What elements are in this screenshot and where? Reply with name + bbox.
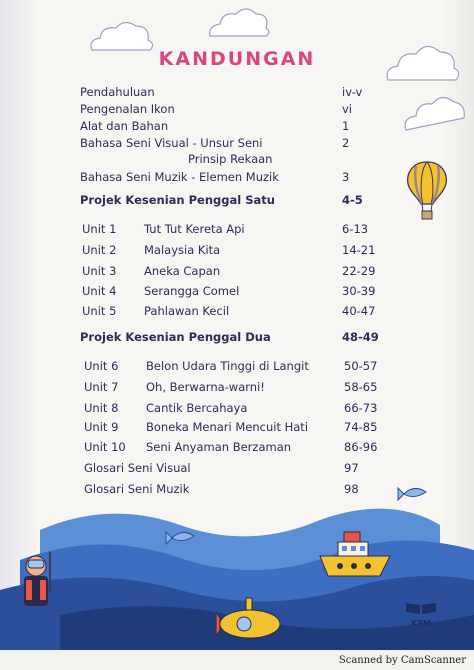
- toc-label: Glosari Seni Visual: [84, 461, 191, 475]
- page-title: KANDUNGAN: [158, 48, 316, 70]
- unit-page: 50-57: [344, 359, 378, 373]
- toc-page: vi: [342, 102, 353, 116]
- unit-title: Oh, Berwarna-warni!: [146, 380, 265, 394]
- unit-number: Unit 3: [82, 264, 117, 278]
- toc-unit-row: [82, 222, 372, 238]
- unit-number: Unit 7: [84, 380, 119, 394]
- unit-title: Pahlawan Kecil: [144, 304, 230, 318]
- unit-page: 14-21: [342, 243, 376, 257]
- unit-title: Boneka Menari Mencuit Hati: [146, 420, 309, 434]
- toc-label: Bahasa Seni Muzik - Elemen Muzik: [80, 170, 279, 184]
- toc-unit-row: [82, 304, 376, 320]
- toc-unit-row: [84, 401, 378, 417]
- kpm-logo: [404, 600, 438, 626]
- toc-unit-row: [84, 440, 378, 456]
- unit-number: Unit 5: [82, 304, 117, 318]
- toc-label: Glosari Seni Muzik: [84, 482, 190, 496]
- toc-label: Bahasa Seni Visual - Unsur Seni: [80, 136, 263, 150]
- unit-title: Belon Udara Tinggi di Langit: [146, 359, 309, 373]
- unit-number: Unit 9: [84, 420, 119, 434]
- section-page: 48-49: [342, 330, 379, 344]
- toc-unit-row: [84, 359, 378, 375]
- kpm-logo-text: KPM: [410, 619, 432, 628]
- fish-icon: [398, 488, 426, 500]
- toc-page: 3: [342, 170, 350, 184]
- unit-title: Tut Tut Kereta Api: [144, 222, 245, 236]
- unit-page: 6-13: [342, 222, 369, 236]
- section-page: 4-5: [342, 193, 363, 207]
- toc-row-back: [84, 461, 374, 477]
- toc-unit-row: [82, 284, 376, 300]
- toc-page: 97: [344, 461, 359, 475]
- toc-row-front: [80, 119, 360, 135]
- toc-page: 98: [344, 482, 359, 496]
- hot-air-balloon-icon: [404, 160, 450, 222]
- boat-icon: [318, 528, 392, 586]
- toc-label: Alat dan Bahan: [80, 119, 169, 133]
- unit-number: Unit 2: [82, 243, 117, 257]
- cloud-decoration-center: [206, 6, 272, 40]
- cloud-decoration-right-lower: [402, 88, 466, 134]
- unit-title: Aneka Capan: [144, 264, 221, 278]
- unit-title: Cantik Bercahaya: [146, 401, 248, 415]
- diver-icon: [16, 552, 56, 622]
- toc-label: Pendahuluan: [80, 85, 155, 99]
- book-icon: [404, 601, 438, 615]
- unit-number: Unit 1: [82, 222, 117, 236]
- toc-unit-row: [84, 380, 378, 396]
- unit-number: Unit 10: [84, 440, 126, 454]
- toc-page: 2: [342, 136, 350, 150]
- unit-page: 30-39: [342, 284, 376, 298]
- toc-unit-row: [84, 420, 378, 436]
- section-label: Projek Kesenian Penggal Dua: [80, 330, 271, 344]
- scanner-watermark: Scanned by CamScanner: [338, 655, 466, 666]
- toc-unit-row: [82, 243, 376, 259]
- section-label: Projek Kesenian Penggal Satu: [80, 193, 275, 207]
- toc-page: iv-v: [342, 85, 363, 99]
- toc-row-front: [80, 170, 360, 186]
- unit-page: 86-96: [344, 440, 378, 454]
- unit-page: 40-47: [342, 304, 376, 318]
- toc-row-front: [80, 102, 360, 118]
- toc-row-front: [80, 136, 360, 152]
- toc-row-front: [80, 152, 360, 168]
- toc-section-penggal-satu: [80, 193, 370, 209]
- toc-label: Pengenalan Ikon: [80, 102, 175, 116]
- unit-page: 74-85: [344, 420, 378, 434]
- unit-title: Seni Anyaman Berzaman: [146, 440, 292, 454]
- unit-number: Unit 6: [84, 359, 119, 373]
- toc-label: Prinsip Rekaan: [188, 152, 273, 166]
- unit-page: 58-65: [344, 380, 378, 394]
- unit-title: Malaysia Kita: [144, 243, 221, 257]
- unit-number: Unit 8: [84, 401, 119, 415]
- unit-number: Unit 4: [82, 284, 117, 298]
- unit-title: Serangga Comel: [144, 284, 240, 298]
- toc-page: 1: [342, 119, 350, 133]
- unit-page: 22-29: [342, 264, 376, 278]
- toc-section-penggal-dua: [80, 330, 379, 346]
- toc-row-front: [80, 85, 363, 101]
- unit-page: 66-73: [344, 401, 378, 415]
- submarine-icon: [216, 596, 286, 642]
- toc-unit-row: [82, 264, 376, 280]
